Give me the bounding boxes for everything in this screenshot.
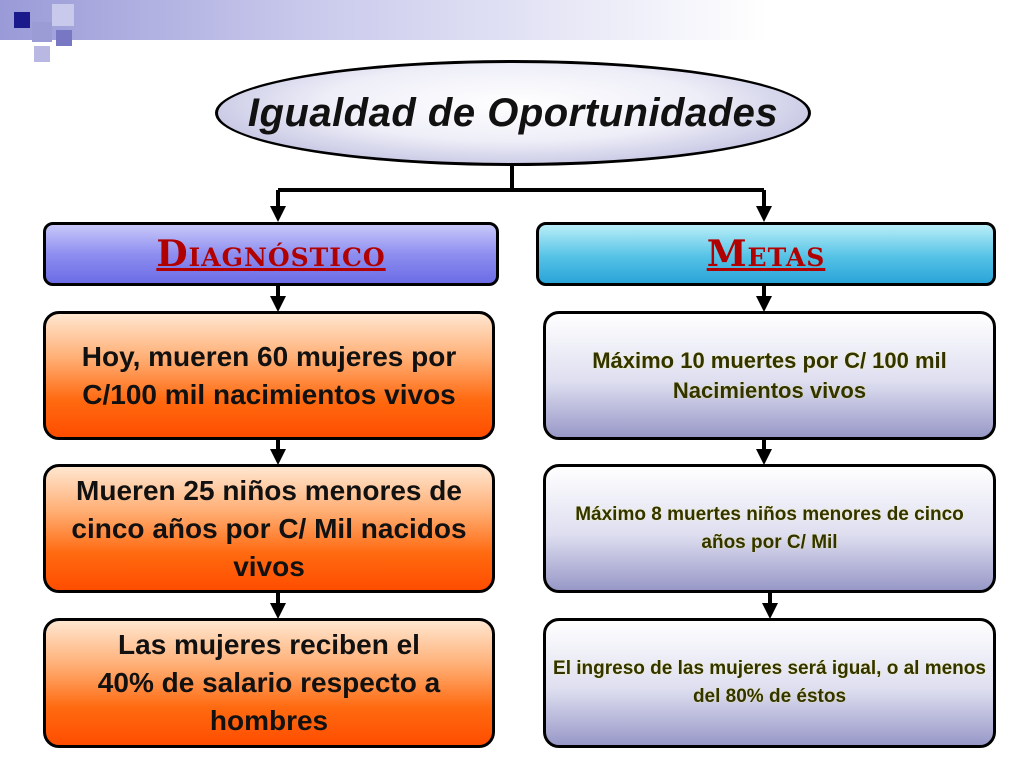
metas-text: Máximo 8 muertes niños menores de cinco años por C/ Mil — [575, 503, 964, 553]
diagnostico-text: Las mujeres reciben el 40% de salario respecto a hombres — [97, 629, 441, 736]
metas-box — [543, 464, 996, 593]
diagnostico-box — [43, 464, 495, 593]
diagnostico-box — [43, 618, 495, 748]
diagnostico-header-label: Diagnóstico — [156, 233, 386, 275]
metas-header-label: Metas — [706, 233, 826, 275]
diagnostico-box — [43, 311, 495, 440]
metas-header — [536, 222, 996, 286]
metas-text: El ingreso de las mujeres será igual, o al menos del 80% de éstos — [553, 658, 986, 707]
diagnostico-text: Hoy, mueren 60 mujeres por C/100 mil nacimientos vivos — [81, 340, 457, 410]
metas-text: Máximo 10 muertes por C/ 100 mil Nacimientos vivos — [592, 347, 947, 403]
diagram-title: Igualdad de Oportunidades — [247, 90, 779, 135]
diagnostico-text: Mueren 25 niños menores de cinco años por C/ Mil nacidos vivos — [71, 474, 467, 582]
metas-box — [543, 618, 996, 748]
diagnostico-header — [43, 222, 499, 286]
metas-box — [543, 311, 996, 440]
